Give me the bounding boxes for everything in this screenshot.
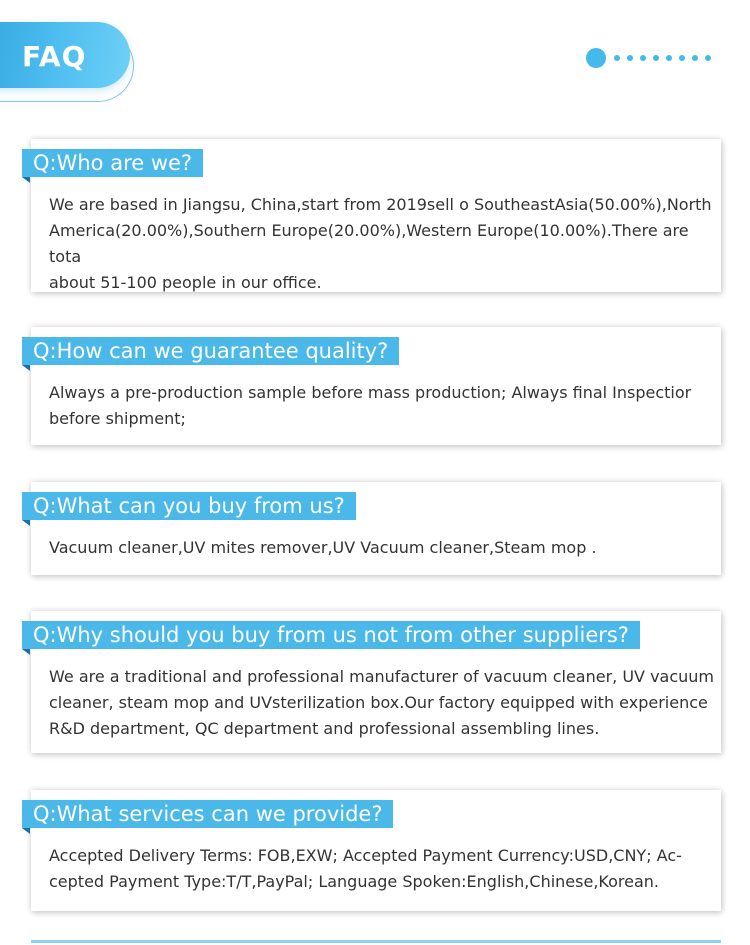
faq-answer-text: Always a pre-production sample before mass production; Always final Inspectior before shipment; — [49, 383, 692, 428]
faq-answer-text: Accepted Delivery Terms: FOB,EXW; Accepted Payment Currency:USD,CNY; Ac- cepted Payment Type:T/T,PayPal; Language Spoken:English,Chinese,Korean. — [49, 846, 682, 891]
carousel-dots — [586, 48, 718, 68]
faq-answer-text: We are a traditional and professional manufacturer of vacuum cleaner, UV vacuum cleaner, steam mop and UVsterilization box.Our factory equipped with experience R&D department, QC department and professional assembling lines. — [49, 667, 715, 738]
ribbon-fold — [22, 828, 30, 834]
faq-question-text: Q:What can you buy from us? — [33, 494, 345, 518]
faq-question-label — [22, 149, 203, 177]
faq-title: FAQ — [22, 40, 87, 73]
faq-question-label — [22, 337, 399, 365]
dot — [640, 55, 646, 61]
faq-question-text: Q:Why should you buy from us not from other suppliers? — [33, 623, 629, 647]
faq-card-why-us — [31, 611, 721, 753]
faq-question-text: Q:How can we guarantee quality? — [33, 339, 389, 363]
faq-card-products — [31, 482, 721, 575]
faq-card-services — [31, 790, 721, 911]
faq-answer-text: Vacuum cleaner,UV mites remover,UV Vacuum cleaner,Steam mop . — [49, 538, 597, 557]
dot — [666, 55, 672, 61]
faq-question-text: Q:What services can we provide? — [33, 802, 383, 826]
faq-answer-text: We are based in Jiangsu, China,start from 2019sell o SoutheastAsia(50.00%),North America(20.00%),Southern Europe(20.00%),Western Europe(10.00%).There are tota about 51-100 people in our office. — [49, 195, 712, 292]
bottom-divider — [31, 940, 721, 943]
faq-question-text: Q:Who are we? — [33, 151, 193, 175]
dot — [627, 55, 633, 61]
faq-question-label — [22, 800, 393, 828]
faq-card-quality — [31, 327, 721, 445]
dot — [614, 55, 620, 61]
faq-question-label — [22, 621, 640, 649]
dot-active — [586, 48, 606, 68]
dot — [692, 55, 698, 61]
faq-header — [0, 0, 750, 120]
faq-card-who-are-we — [31, 139, 721, 292]
dot — [705, 55, 711, 61]
ribbon-fold — [22, 520, 30, 526]
ribbon-fold — [22, 365, 30, 371]
dot — [679, 55, 685, 61]
faq-question-label — [22, 492, 356, 520]
ribbon-fold — [22, 649, 30, 655]
ribbon-fold — [22, 177, 30, 183]
dot — [653, 55, 659, 61]
